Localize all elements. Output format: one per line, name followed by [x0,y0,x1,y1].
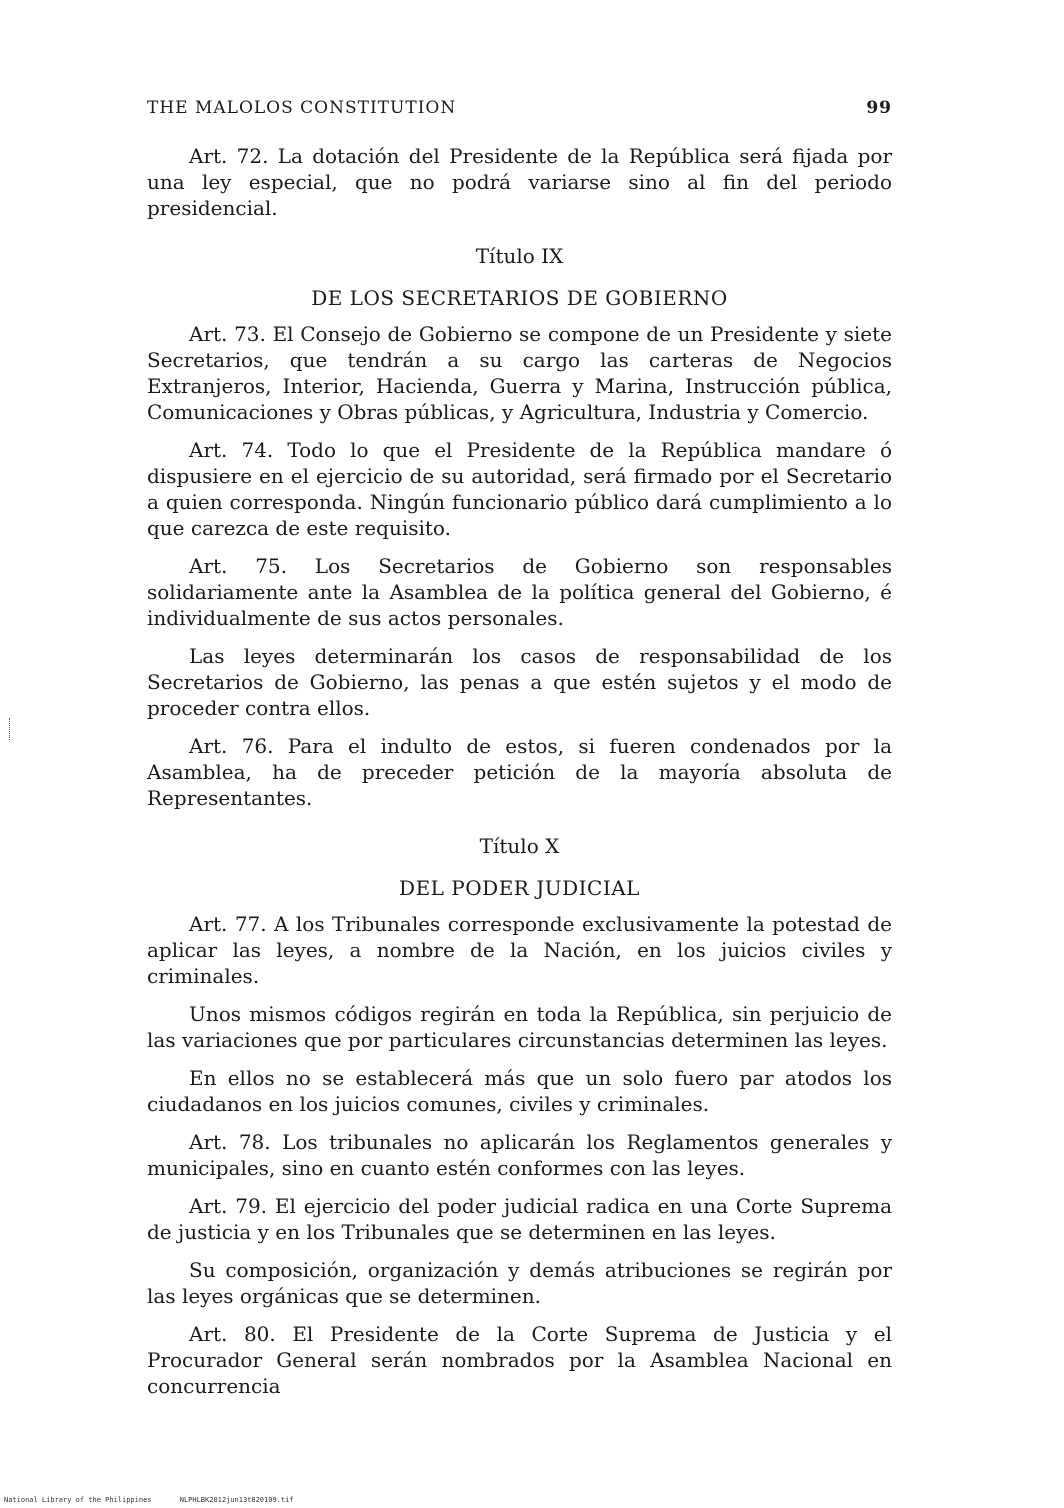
page-header [147,98,892,122]
page-number: 99 [866,98,892,118]
title-ix-heading: Título IX [475,244,564,268]
title-x-heading: Título X [479,834,560,858]
scan-margin-mark [9,718,12,740]
article-75-paragraph-2: Las leyes determinarán los casos de responsabilidad de los Secretarios de Gobierno, las penas a que estén sujetos y el modo de proceder contra ellos. [147,644,892,720]
article-79-paragraph-2: Su composición, organización y demás atribuciones se regirán por las leyes orgánicas que se determinen. [147,1258,892,1308]
title-ix-name: DE LOS SECRETARIOS DE GOBIERNO [311,286,728,310]
article-74: Art. 74. Todo lo que el Presidente de la República mandare ó dispusiere en el ejercicio de su autoridad, será firmado por el Secretario a quien corresponda. Ningún funcionario público dará cumplimiento a lo que carezca de este requisito. [147,438,892,540]
footer-file-id: NLPHLBK2012jun13t820109.tif [179,1496,294,1504]
article-77: Art. 77. A los Tribunales corresponde exclusivamente la potestad de aplicar las leyes, a nombre de la Nación, en los juicios civiles y criminales. [147,912,892,988]
page-body [147,143,892,1411]
scan-footer [4,1496,318,1504]
article-76: Art. 76. Para el indulto de estos, si fueren condenados por la Asamblea, ha de preceder petición de la mayoría absoluta de Representantes. [147,734,892,810]
title-x-name: DEL PODER JUDICIAL [399,876,640,900]
article-79: Art. 79. El ejercicio del poder judicial radica en una Corte Suprema de justicia y en los Tribunales que se determinen en las leyes. [147,1194,892,1244]
article-73: Art. 73. El Consejo de Gobierno se compone de un Presidente y siete Secretarios, que tendrán a su cargo las carteras de Negocios Extranjeros, Interior, Hacienda, Guerra y Marina, Instrucción pública, Comunicaciones y Obras públicas, y Agricultura, Industria y Comercio. [147,322,892,424]
article-77-paragraph-3: En ellos no se establecerá más que un solo fuero par atodos los ciudadanos en los juicios comunes, civiles y criminales. [147,1066,892,1116]
article-72: Art. 72. La dotación del Presidente de la República será fijada por una ley especial, que no podrá variarse sino al fin del periodo presidencial. [147,144,892,220]
footer-library: National Library of the Philippines [4,1496,152,1504]
article-80: Art. 80. El Presidente de la Corte Suprema de Justicia y el Procurador General serán nombrados por la Asamblea Nacional en concurrencia [147,1322,892,1398]
article-78: Art. 78. Los tribunales no aplicarán los Reglamentos generales y municipales, sino en cuanto estén conformes con las leyes. [147,1130,892,1180]
running-title: THE MALOLOS CONSTITUTION [147,98,457,118]
article-77-paragraph-2: Unos mismos códigos regirán en toda la República, sin perjuicio de las variaciones que por particulares circunstancias determinen las leyes. [147,1002,892,1052]
article-75: Art. 75. Los Secretarios de Gobierno son responsables solidariamente ante la Asamblea de la política general del Gobierno, é individualmente de sus actos personales. [147,554,892,630]
